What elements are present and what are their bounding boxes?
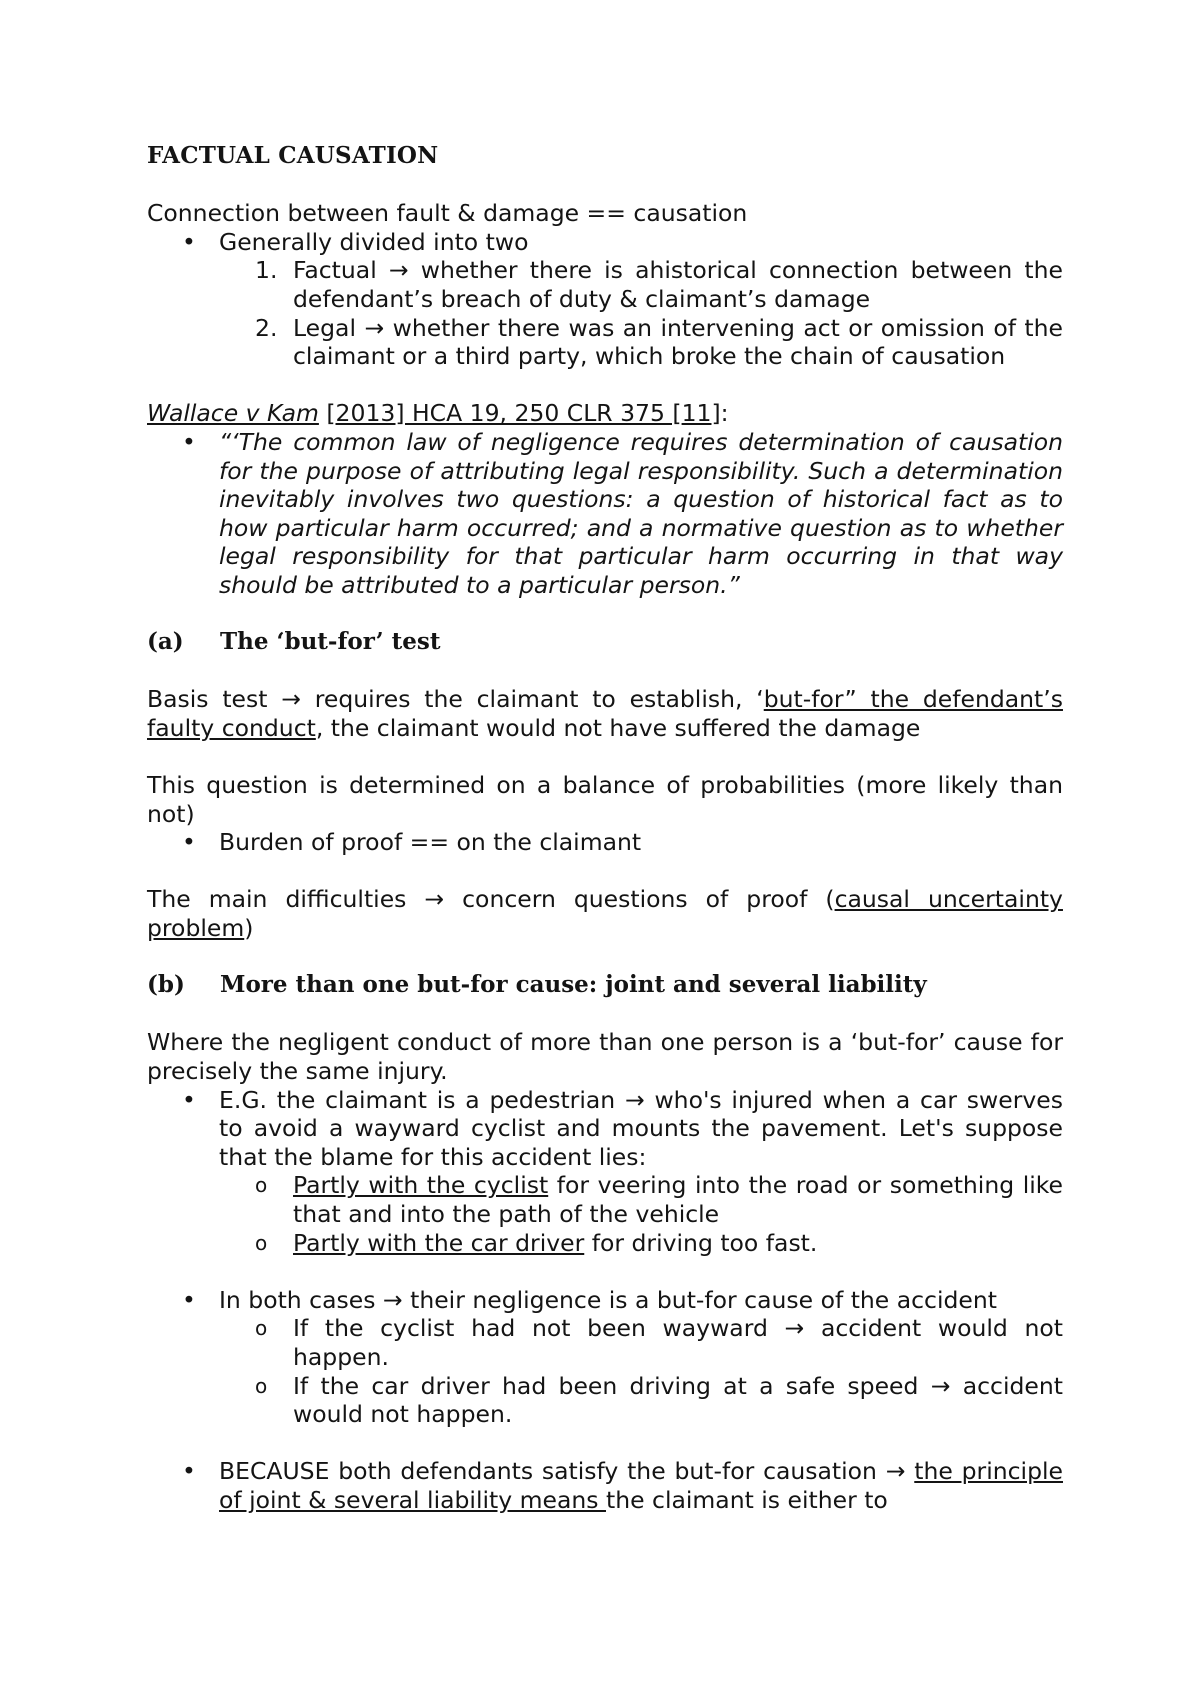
list-item: • Burden of proof == on the claimant — [182, 828, 642, 857]
sub-list-item: o If the cyclist had not been wayward → accident would not happen. — [255, 1314, 1063, 1371]
bullet-icon: • — [182, 1457, 196, 1486]
arrow-icon: → — [382, 1285, 403, 1314]
section-a-difficulties: The main difficulties → concern questions of proof (causal uncertainty problem) — [147, 885, 1063, 943]
sub-list-item: o Partly with the cyclist for veering into the road or something like that and into the path of the vehicle — [255, 1171, 1063, 1228]
numbered-item-legal: 2. Legal → whether there was an intervening act or omission of the claimant or a third party, which broke the chain of causation — [255, 313, 1063, 371]
sub-list-item: o Partly with the car driver for driving too fast. — [255, 1228, 818, 1257]
circle-bullet-icon: o — [255, 1173, 268, 1198]
bullet-icon: • — [182, 227, 196, 256]
section-a-heading: (a) The ‘but-for’ test — [147, 628, 441, 656]
section-b-intro: Where the negligent conduct of more than one person is a ‘but-for’ cause for precisely the same injury. — [147, 1028, 1063, 1085]
list-item: • Generally divided into two — [182, 227, 529, 256]
numbered-item-factual: 1. Factual → whether there is ahistorical connection between the defendant’s breach of duty & claimant’s damage — [255, 256, 1063, 313]
bullet-icon: • — [182, 427, 196, 456]
circle-bullet-icon: o — [255, 1230, 268, 1255]
arrow-icon: → — [364, 313, 385, 342]
arrow-icon: → — [784, 1314, 805, 1343]
case-citation: Wallace v Kam [2013] HCA 19, 250 CLR 375 [11]: — [147, 399, 729, 428]
bullet-icon: • — [182, 1285, 196, 1314]
arrow-icon: → — [388, 256, 409, 285]
case-quote: • “‘The common law of negligence requires determination of causation for the purpose of attributing legal responsibility. Such a determination inevitably involves two questions: a question of historical fact as to how particular harm occurred; and a normative question as to whether legal responsibility for that particular harm occurring in that way should be attributed to a particular person.” — [182, 427, 1063, 599]
section-b-heading: (b) More than one but-for cause: joint and several liability — [147, 971, 927, 999]
bullet-icon: • — [182, 1085, 196, 1114]
intro-line: Connection between fault & damage == causation — [147, 199, 748, 228]
section-a-probability: This question is determined on a balance of probabilities (more likely than not) — [147, 771, 1063, 828]
arrow-icon: → — [424, 885, 445, 914]
arrow-icon: → — [885, 1457, 906, 1486]
section-a-basis: Basis test → requires the claimant to establish, ‘but-for” the defendant’s faulty conduct, the claimant would not have suffered the damage — [147, 685, 1063, 742]
list-item-both-cases: • In both cases → their negligence is a but-for cause of the accident — [182, 1285, 997, 1314]
case-name: Wallace v Kam — [147, 399, 319, 428]
arrow-icon: → — [930, 1371, 951, 1400]
list-item-example: • E.G. the claimant is a pedestrian → who's injured when a car swerves to avoid a wayward cyclist and mounts the pavement. Let's suppose that the blame for this accident lies: — [182, 1085, 1063, 1171]
document-page — [147, 142, 1063, 1515]
circle-bullet-icon: o — [255, 1316, 268, 1341]
arrow-icon: → — [281, 685, 301, 714]
page-title: FACTUAL CAUSATION — [147, 142, 439, 169]
circle-bullet-icon: o — [255, 1373, 268, 1398]
list-item-because: • BECAUSE both defendants satisfy the but-for causation → the principle of joint & several liability means the claimant is either to — [182, 1457, 1063, 1514]
bullet-icon: • — [182, 828, 196, 857]
arrow-icon: → — [624, 1085, 645, 1114]
sub-list-item: o If the car driver had been driving at a safe speed → accident would not happen. — [255, 1371, 1063, 1429]
